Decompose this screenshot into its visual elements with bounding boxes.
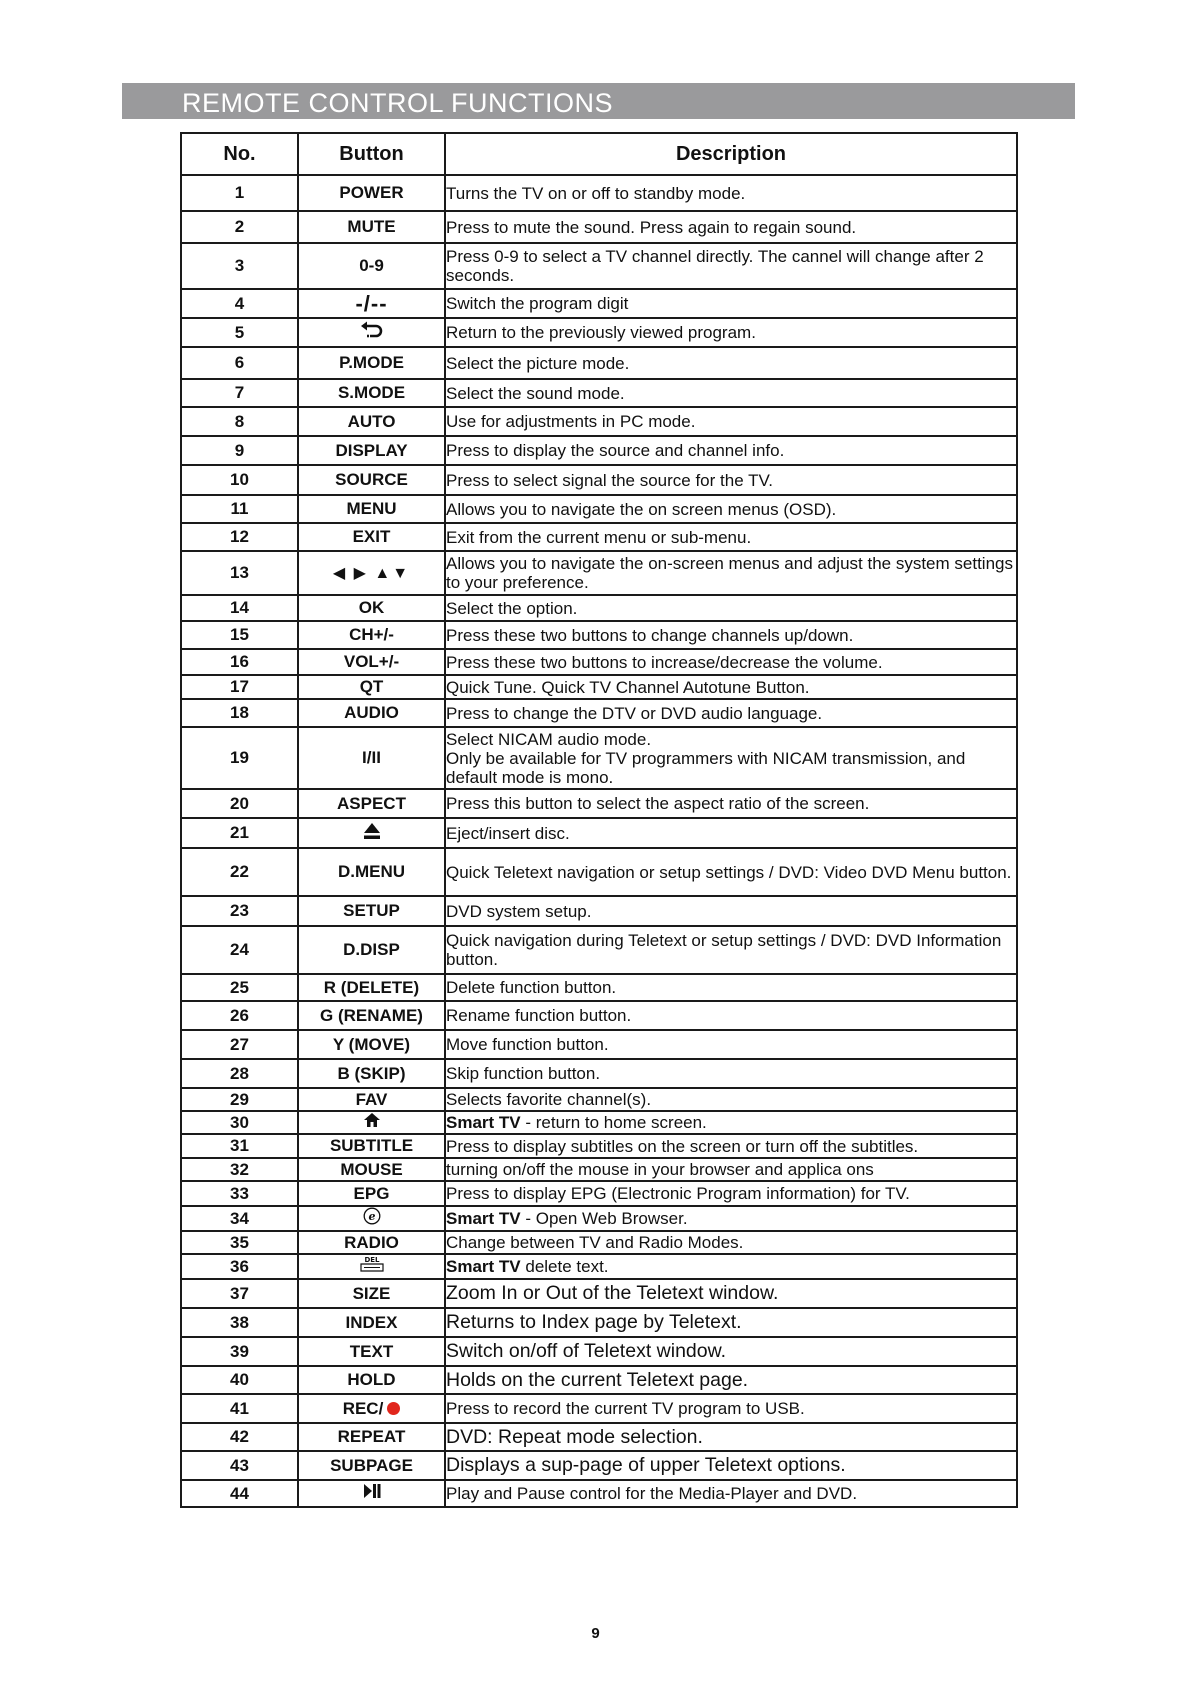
row-number: 42 xyxy=(181,1423,298,1451)
row-description xyxy=(445,1206,1017,1231)
description-text: turning on/off the mouse in your browser and applica ons xyxy=(446,1160,874,1180)
row-button xyxy=(298,1111,445,1134)
column-header-description: Description xyxy=(445,133,1017,175)
row-number: 35 xyxy=(181,1231,298,1254)
play-pause-icon xyxy=(362,1483,382,1504)
row-description xyxy=(445,818,1017,848)
table-row xyxy=(181,436,1017,465)
button-label: Y (MOVE) xyxy=(332,1034,411,1054)
button-label: S.MODE xyxy=(337,383,406,402)
row-button xyxy=(298,175,445,211)
button-label: POWER xyxy=(339,183,404,202)
row-description xyxy=(445,1366,1017,1394)
row-button xyxy=(298,347,445,379)
description-text: Play and Pause control for the Media-Player and DVD. xyxy=(446,1484,858,1504)
description-text: Press to mute the sound. Press again to regain sound. xyxy=(446,217,857,237)
button-label: P.MODE xyxy=(339,353,404,372)
table-row xyxy=(181,495,1017,523)
row-number: 12 xyxy=(181,523,298,551)
row-description xyxy=(445,175,1017,211)
table-row xyxy=(181,1134,1017,1158)
row-button xyxy=(298,211,445,243)
row-button xyxy=(298,1308,445,1337)
row-button xyxy=(298,595,445,621)
description-text: Press to select signal the source for the TV. xyxy=(446,470,773,490)
row-button xyxy=(298,1451,445,1480)
row-number: 21 xyxy=(181,818,298,848)
row-button xyxy=(298,649,445,675)
table-row xyxy=(181,789,1017,818)
row-description xyxy=(445,699,1017,727)
page-number: 9 xyxy=(591,1625,600,1642)
button-label: CH+/- xyxy=(349,625,394,644)
row-description xyxy=(445,848,1017,896)
table-row xyxy=(181,1030,1017,1059)
row-description xyxy=(445,1423,1017,1451)
description-text: Return to the previously viewed program. xyxy=(446,323,756,342)
row-button xyxy=(298,465,445,495)
delete-text-icon xyxy=(358,1255,386,1278)
description-text: Press these two buttons to change channels up/down. xyxy=(446,625,854,645)
row-button xyxy=(298,495,445,523)
row-button xyxy=(298,1181,445,1206)
row-description xyxy=(445,407,1017,436)
web-browser-icon xyxy=(363,1207,381,1230)
row-number: 16 xyxy=(181,649,298,675)
row-description xyxy=(445,926,1017,974)
button-label: ASPECT xyxy=(337,793,406,813)
table-row xyxy=(181,1059,1017,1088)
description-text: Press to display the source and channel info. xyxy=(446,441,785,460)
row-description xyxy=(445,621,1017,649)
row-button xyxy=(298,1134,445,1158)
table-row xyxy=(181,1480,1017,1507)
description-text: Press 0-9 to select a TV channel directly. The cannel will change after 2 seconds. xyxy=(446,247,984,285)
button-label: B (SKIP) xyxy=(337,1063,406,1083)
section-banner xyxy=(122,83,1075,119)
row-description xyxy=(445,1394,1017,1423)
table-row xyxy=(181,551,1017,595)
description-text: Change between TV and Radio Modes. xyxy=(446,1233,744,1253)
row-button xyxy=(298,1206,445,1231)
row-number: 5 xyxy=(181,318,298,347)
description-text: Press this button to select the aspect ratio of the screen. xyxy=(446,794,870,813)
table-row xyxy=(181,1423,1017,1451)
row-description xyxy=(445,1480,1017,1507)
row-number: 20 xyxy=(181,789,298,818)
description-text: Switch on/off of Teletext window. xyxy=(446,1340,727,1363)
row-description xyxy=(445,243,1017,289)
row-description xyxy=(445,1158,1017,1181)
row-button xyxy=(298,379,445,407)
button-label: INDEX xyxy=(345,1312,398,1332)
row-number: 27 xyxy=(181,1030,298,1059)
description-text: Exit from the current menu or sub-menu. xyxy=(446,527,752,547)
button-label: SIZE xyxy=(352,1283,391,1303)
button-label: VOL+/- xyxy=(343,652,400,671)
row-description xyxy=(445,896,1017,926)
button-label: RADIO xyxy=(344,1232,399,1252)
table-row xyxy=(181,621,1017,649)
description-text: Use for adjustments in PC mode. xyxy=(446,412,696,431)
row-button xyxy=(298,523,445,551)
row-number: 30 xyxy=(181,1111,298,1134)
row-number: 34 xyxy=(181,1206,298,1231)
row-number: 31 xyxy=(181,1134,298,1158)
table-row xyxy=(181,347,1017,379)
button-label: MENU xyxy=(346,499,397,518)
table-row xyxy=(181,1001,1017,1030)
button-label: 0-9 xyxy=(359,256,384,275)
description-text: Move function button. xyxy=(446,1035,609,1054)
home-icon xyxy=(363,1112,381,1133)
button-label: OK xyxy=(358,598,385,617)
row-button xyxy=(298,1088,445,1111)
row-number: 19 xyxy=(181,727,298,789)
table-row xyxy=(181,926,1017,974)
row-number: 38 xyxy=(181,1308,298,1337)
description-text: Returns to Index page by Teletext. xyxy=(446,1311,742,1334)
description-text: delete text. xyxy=(520,1257,609,1277)
description-text: Quick Teletext navigation or setup settings / DVD: Video DVD Menu button. xyxy=(446,862,1012,882)
description-text: Press these two buttons to increase/decrease the volume. xyxy=(446,652,883,672)
row-description xyxy=(445,1111,1017,1134)
description-text: Turns the TV on or off to standby mode. xyxy=(446,183,746,203)
description-text: Displays a sup-page of upper Teletext options. xyxy=(446,1454,846,1477)
row-description xyxy=(445,727,1017,789)
description-text: Press to change the DTV or DVD audio language. xyxy=(446,703,823,723)
button-label: -/-- xyxy=(355,290,388,316)
row-description xyxy=(445,211,1017,243)
row-number: 36 xyxy=(181,1254,298,1279)
row-button xyxy=(298,243,445,289)
table-row xyxy=(181,523,1017,551)
eject-icon xyxy=(362,821,382,846)
table-row xyxy=(181,1394,1017,1423)
row-button xyxy=(298,289,445,318)
table-row xyxy=(181,818,1017,848)
row-description xyxy=(445,649,1017,675)
table-row xyxy=(181,1111,1017,1134)
button-label: MUTE xyxy=(347,217,396,236)
row-number: 15 xyxy=(181,621,298,649)
row-button xyxy=(298,436,445,465)
record-dot-icon xyxy=(387,1402,400,1415)
row-description xyxy=(445,318,1017,347)
row-button xyxy=(298,1394,445,1423)
table-row xyxy=(181,407,1017,436)
row-button xyxy=(298,1423,445,1451)
section-title: REMOTE CONTROL FUNCTIONS xyxy=(182,88,614,118)
description-text: Select NICAM audio mode. Only be available for TV programmers with NICAM transmission, and default mode is mono. xyxy=(446,729,966,787)
row-number: 39 xyxy=(181,1337,298,1366)
button-label: EPG xyxy=(353,1183,390,1203)
row-number: 3 xyxy=(181,243,298,289)
row-number: 32 xyxy=(181,1158,298,1181)
row-number: 29 xyxy=(181,1088,298,1111)
row-description xyxy=(445,1181,1017,1206)
row-description xyxy=(445,289,1017,318)
table-row xyxy=(181,1451,1017,1480)
description-text: Allows you to navigate the on-screen menus and adjust the system settings to your preference. xyxy=(446,554,1013,592)
description-text: Zoom In or Out of the Teletext window. xyxy=(446,1282,779,1305)
button-label: TEXT xyxy=(349,1341,394,1361)
row-description xyxy=(445,1308,1017,1337)
table-row xyxy=(181,1308,1017,1337)
description-text: Rename function button. xyxy=(446,1006,632,1025)
row-number: 22 xyxy=(181,848,298,896)
button-label: EXIT xyxy=(352,527,391,546)
row-number: 43 xyxy=(181,1451,298,1480)
row-description xyxy=(445,347,1017,379)
description-text: Quick Tune. Quick TV Channel Autotune Button. xyxy=(446,677,810,697)
smart-tv-label: Smart TV xyxy=(446,1113,521,1132)
button-label: AUDIO xyxy=(344,703,399,722)
row-button xyxy=(298,551,445,595)
row-button xyxy=(298,675,445,699)
description-text: DVD: Repeat mode selection. xyxy=(446,1425,703,1448)
row-number: 10 xyxy=(181,465,298,495)
table-row xyxy=(181,379,1017,407)
description-text: Skip function button. xyxy=(446,1064,601,1083)
table-row xyxy=(181,175,1017,211)
row-description xyxy=(445,1231,1017,1254)
row-button xyxy=(298,974,445,1001)
row-description xyxy=(445,675,1017,699)
row-description xyxy=(445,1059,1017,1088)
row-button xyxy=(298,818,445,848)
row-description xyxy=(445,1254,1017,1279)
row-button xyxy=(298,789,445,818)
button-label: FAV xyxy=(355,1089,388,1109)
row-number: 24 xyxy=(181,926,298,974)
button-label: D.MENU xyxy=(337,862,406,881)
button-label: HOLD xyxy=(347,1370,396,1390)
row-number: 18 xyxy=(181,699,298,727)
row-description xyxy=(445,551,1017,595)
description-text: Select the option. xyxy=(446,598,578,618)
table-row xyxy=(181,1366,1017,1394)
button-label: MOUSE xyxy=(340,1159,403,1179)
row-description xyxy=(445,465,1017,495)
description-text: - return to home screen. xyxy=(520,1113,707,1132)
row-number: 33 xyxy=(181,1181,298,1206)
button-label: SUBPAGE xyxy=(330,1455,413,1475)
description-text: Press to display subtitles on the screen or turn off the subtitles. xyxy=(446,1136,919,1156)
row-number: 23 xyxy=(181,896,298,926)
table-row xyxy=(181,595,1017,621)
table-row xyxy=(181,318,1017,347)
button-label: DEL xyxy=(363,1256,380,1265)
table-row xyxy=(181,243,1017,289)
row-number: 8 xyxy=(181,407,298,436)
row-description xyxy=(445,379,1017,407)
row-number: 13 xyxy=(181,551,298,595)
table-row xyxy=(181,1337,1017,1366)
description-text: Press to record the current TV program to USB. xyxy=(446,1399,805,1419)
table-row xyxy=(181,848,1017,896)
row-button xyxy=(298,318,445,347)
row-description xyxy=(445,1030,1017,1059)
row-number: 44 xyxy=(181,1480,298,1507)
row-description xyxy=(445,789,1017,818)
button-label: SETUP xyxy=(343,901,400,920)
row-number: 2 xyxy=(181,211,298,243)
svg-text:e: e xyxy=(368,1209,375,1223)
row-number: 4 xyxy=(181,289,298,318)
row-description xyxy=(445,523,1017,551)
button-label: I/II xyxy=(362,748,381,767)
remote-function-table xyxy=(180,132,1018,1508)
row-button xyxy=(298,1030,445,1059)
description-text: Delete function button. xyxy=(446,978,617,997)
description-text: Select the sound mode. xyxy=(446,383,625,403)
table-row xyxy=(181,896,1017,926)
row-number: 28 xyxy=(181,1059,298,1088)
row-button xyxy=(298,727,445,789)
description-text: Quick navigation during Teletext or setup settings / DVD: DVD Information button. xyxy=(446,931,1002,969)
row-description xyxy=(445,1088,1017,1111)
button-label: REPEAT xyxy=(337,1427,406,1447)
table-row xyxy=(181,1231,1017,1254)
row-button xyxy=(298,1231,445,1254)
button-label: G (RENAME) xyxy=(320,1005,423,1025)
row-description xyxy=(445,1279,1017,1308)
row-description xyxy=(445,595,1017,621)
row-number: 9 xyxy=(181,436,298,465)
row-number: 6 xyxy=(181,347,298,379)
button-label: D.DISP xyxy=(343,940,400,959)
smart-tv-label: Smart TV xyxy=(446,1257,521,1277)
description-text: Switch the program digit xyxy=(446,294,629,313)
table-row xyxy=(181,974,1017,1001)
row-description xyxy=(445,1451,1017,1480)
row-button xyxy=(298,926,445,974)
row-button xyxy=(298,407,445,436)
row-description xyxy=(445,436,1017,465)
row-button xyxy=(298,1279,445,1308)
button-label: SOURCE xyxy=(335,470,408,489)
table-row xyxy=(181,649,1017,675)
description-text: Select the picture mode. xyxy=(446,353,630,373)
button-label: SUBTITLE xyxy=(329,1136,414,1156)
row-number: 25 xyxy=(181,974,298,1001)
description-text: Holds on the current Teletext page. xyxy=(446,1368,749,1391)
row-button xyxy=(298,896,445,926)
row-number: 37 xyxy=(181,1279,298,1308)
row-number: 7 xyxy=(181,379,298,407)
table-row xyxy=(181,675,1017,699)
column-header-no: No. xyxy=(181,133,298,175)
row-button xyxy=(298,1337,445,1366)
row-button xyxy=(298,1366,445,1394)
table-row xyxy=(181,211,1017,243)
button-label: REC/ xyxy=(342,1398,384,1418)
table-row xyxy=(181,727,1017,789)
description-text: - Open Web Browser. xyxy=(520,1209,688,1229)
row-number: 26 xyxy=(181,1001,298,1030)
row-button xyxy=(298,1158,445,1181)
row-button xyxy=(298,1480,445,1507)
button-label: QT xyxy=(359,677,384,696)
row-number: 14 xyxy=(181,595,298,621)
description-text: DVD system setup. xyxy=(446,901,592,921)
row-button xyxy=(298,621,445,649)
row-number: 41 xyxy=(181,1394,298,1423)
row-description xyxy=(445,1337,1017,1366)
row-button xyxy=(298,699,445,727)
row-button xyxy=(298,1254,445,1279)
row-button xyxy=(298,848,445,896)
column-header-button: Button xyxy=(298,133,445,175)
description-text: Selects favorite channel(s). xyxy=(446,1090,652,1109)
row-button xyxy=(298,1001,445,1030)
description-text: Press to display EPG (Electronic Program information) for TV. xyxy=(446,1184,910,1204)
row-number: 17 xyxy=(181,675,298,699)
row-description xyxy=(445,1134,1017,1158)
table-row xyxy=(181,465,1017,495)
table-row xyxy=(181,699,1017,727)
button-label: DISPLAY xyxy=(335,440,408,460)
table-row xyxy=(181,1254,1017,1279)
row-number: 1 xyxy=(181,175,298,211)
table-row xyxy=(181,1279,1017,1308)
row-description xyxy=(445,974,1017,1001)
description-text: Eject/insert disc. xyxy=(446,823,570,843)
row-number: 40 xyxy=(181,1366,298,1394)
button-label: AUTO xyxy=(347,411,396,431)
row-button xyxy=(298,1059,445,1088)
button-label: R (DELETE) xyxy=(323,977,420,997)
table-row xyxy=(181,1181,1017,1206)
row-description xyxy=(445,1001,1017,1030)
description-text: Allows you to navigate the on screen menus (OSD). xyxy=(446,499,837,519)
button-label: ◀ ▶ ▲▼ xyxy=(332,565,411,582)
smart-tv-label: Smart TV xyxy=(446,1209,521,1229)
table-row xyxy=(181,1158,1017,1181)
table-row xyxy=(181,1088,1017,1111)
recall-icon xyxy=(359,320,385,345)
table-header-row xyxy=(181,133,1017,175)
table-row xyxy=(181,289,1017,318)
row-number: 11 xyxy=(181,495,298,523)
row-description xyxy=(445,495,1017,523)
table-row xyxy=(181,1206,1017,1231)
